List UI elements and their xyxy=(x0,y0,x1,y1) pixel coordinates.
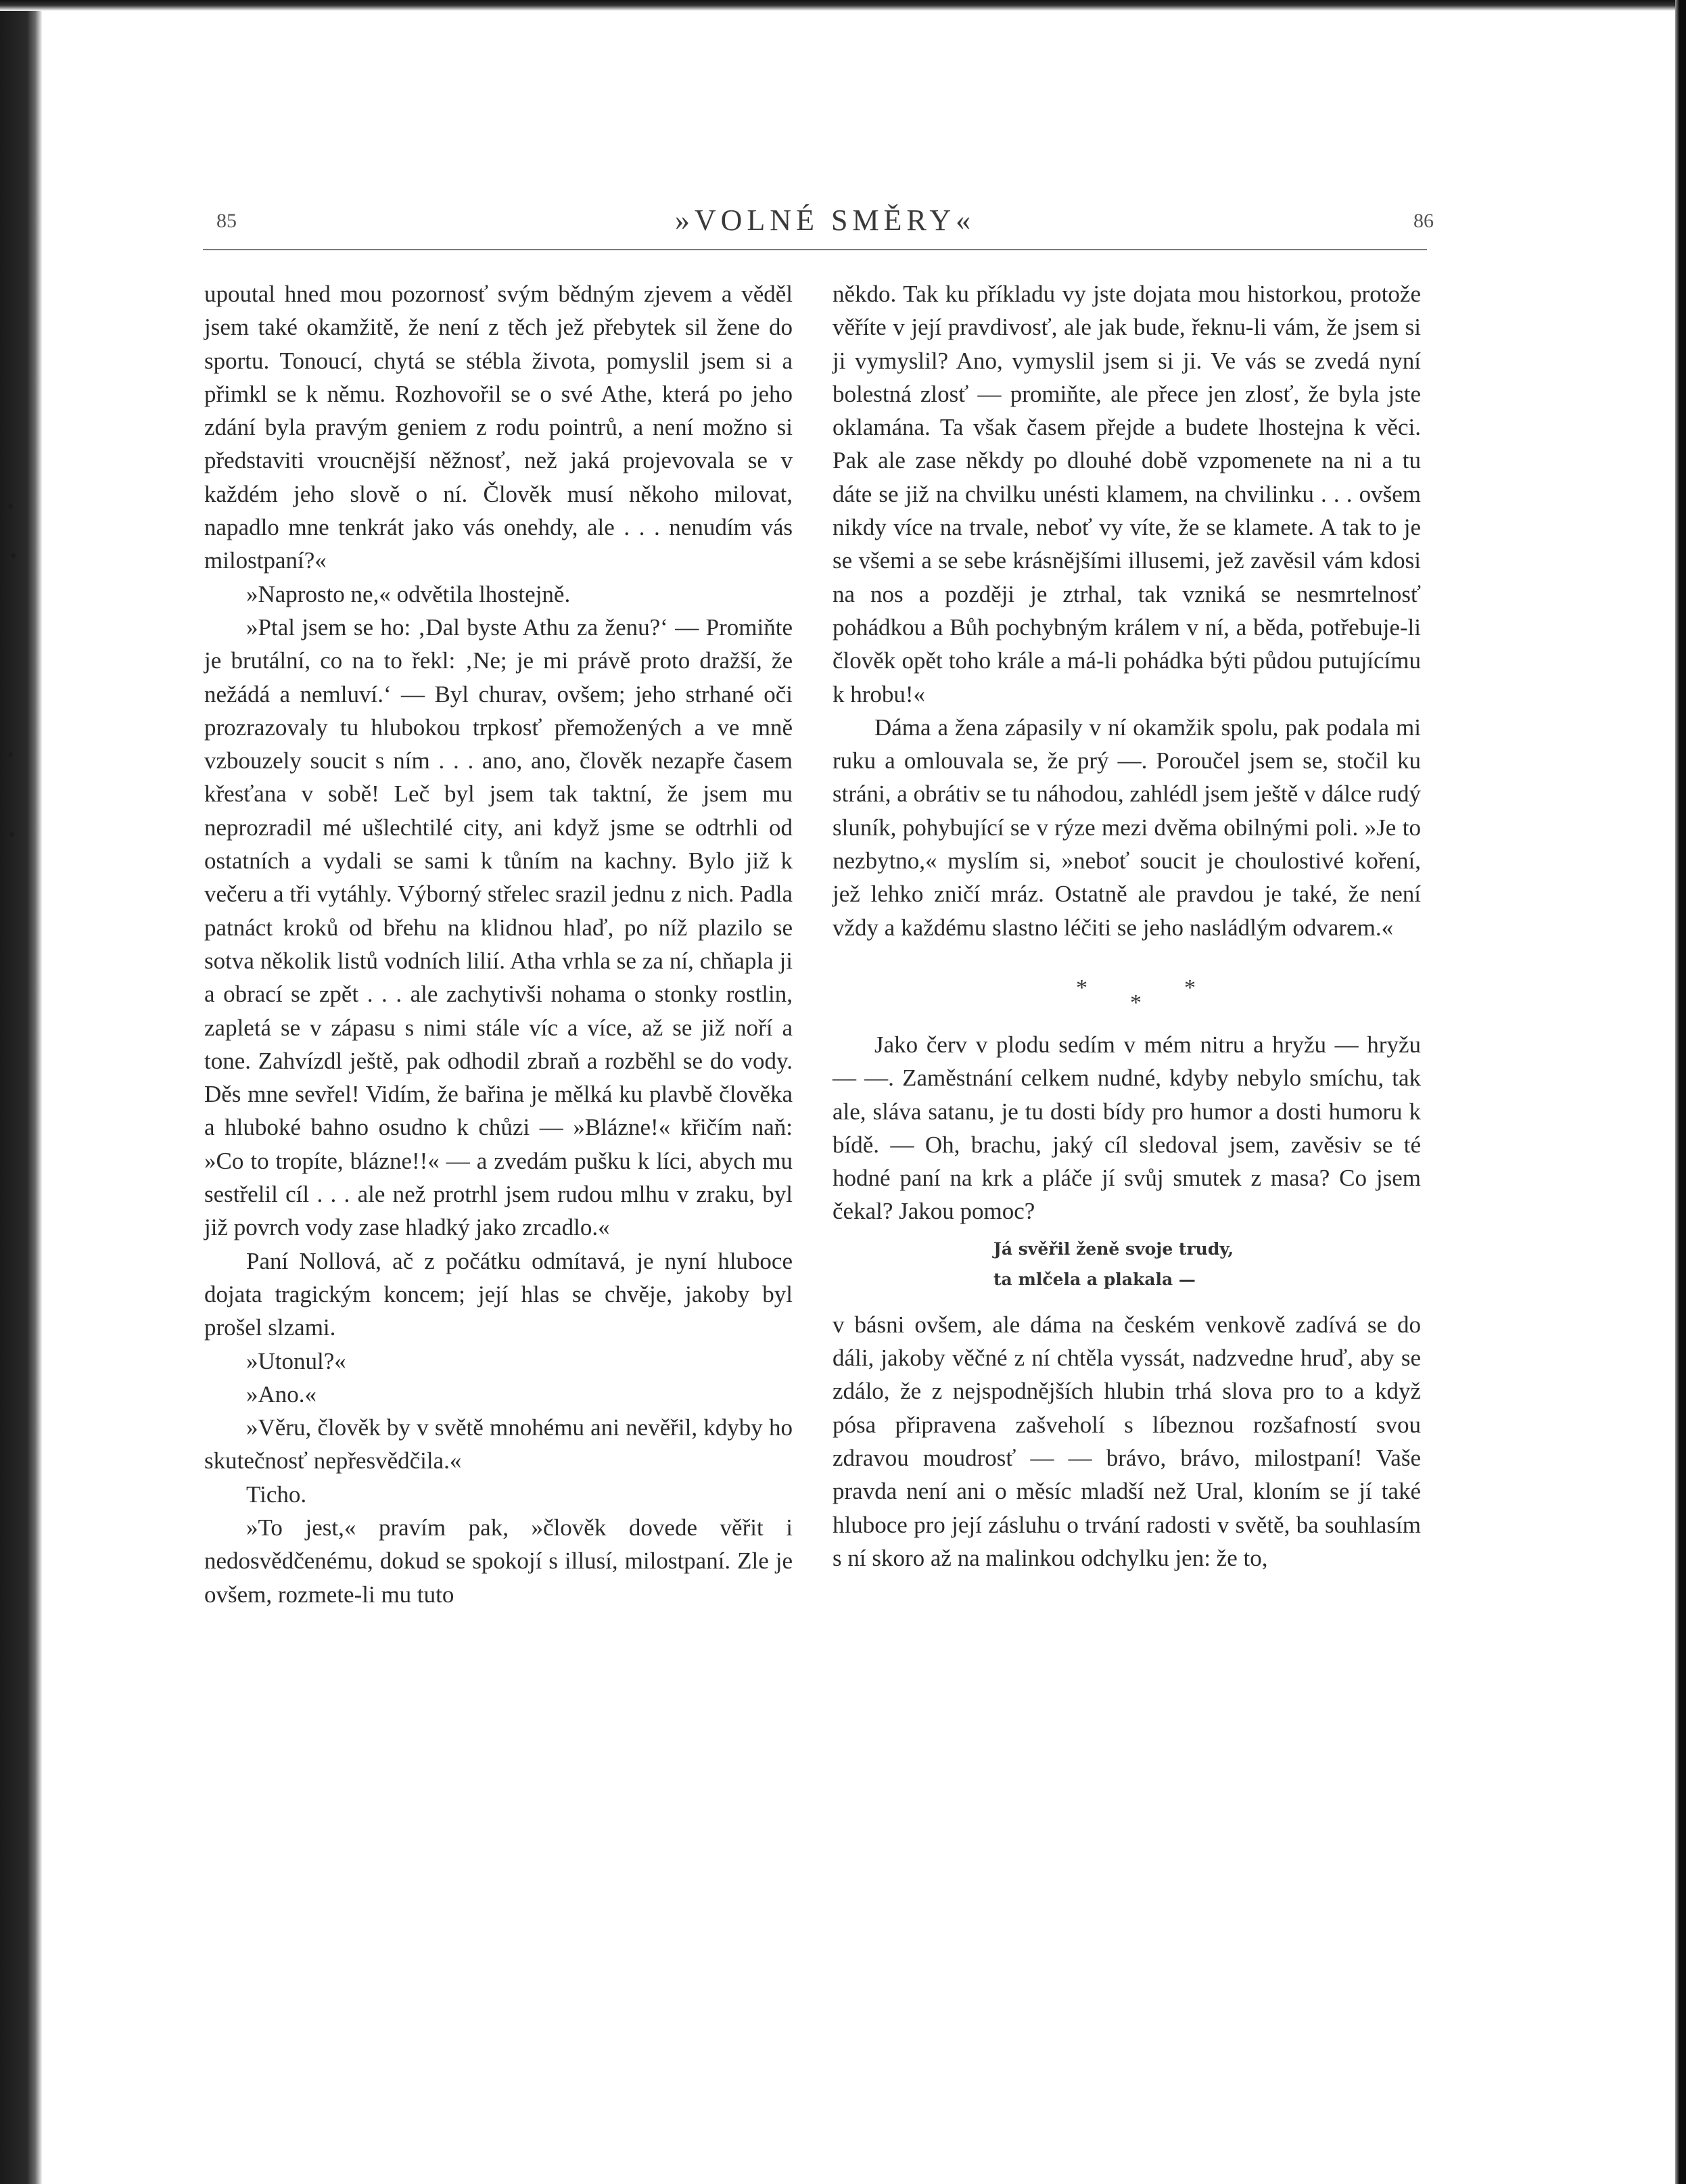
verse-quote xyxy=(833,1234,1421,1295)
left-column xyxy=(204,277,793,1611)
page-number-left: 85 xyxy=(216,210,237,232)
header-rule xyxy=(203,249,1427,250)
scan-speck xyxy=(8,752,13,757)
scan-speck xyxy=(11,553,16,558)
paragraph: někdo. Tak ku příkladu vy jste dojata mou historkou, protože věříte v její pravdivosť, ale jak bude, řeknu-li vám, že jsem si ji vymyslil? Ano, vymyslil jsem si ji. Ve vás se zvedá nyní bolestná zlosť — promiňte, ale přece jen zlosť, že byla jste oklamána. Ta však časem přejde a budete lhostejna k věci. Pak ale zase někdy po dlouhé době vzpomenete na ni a tu dáte se již na chvilku unésti klamem, na chvilinku . . . ovšem nikdy více na trvale, neboť vy víte, že se klamete. A tak to je se všemi a se sebe krásnějšími illusemi, jež zavěsil vám kdosi na nos a později je ztrhal, tak vzniká se nesmrtelnosť pohádkou a Bůh pochybným králem v ní, a běda, potřebuje-li člověk opět toho krále a má-li pohádka býti půdou putujícímu k hrobu!« xyxy=(833,281,1421,707)
section-star: * xyxy=(1130,990,1142,1015)
scan-border-left xyxy=(0,0,42,2184)
paragraph: Ticho. xyxy=(246,1481,307,1508)
paragraph: »Naprosto ne,« odvětila lhostejně. xyxy=(246,580,571,607)
scan-speck xyxy=(8,504,13,509)
page-number-right: 86 xyxy=(1413,210,1434,232)
paragraph: upoutal hned mou pozornosť svým bědným zjevem a věděl jsem také okamžitě, že není z těch jež přebytek sil žene do sportu. Tonoucí, chytá se stébla života, pomyslil jsem si a přimkl se k němu. Rozhovořil se o své Athe, která po jeho zdání byla pravým geniem z rodu pointrů, a není možno si představiti vroucnější něžnosť, než jaká projevovala se v každém jeho slově o ní. Člověk musí někoho milovat, napadlo mne tenkrát jako vás onehdy, ale . . . nenudím vás milostpaní?« xyxy=(204,281,793,574)
paragraph: v básni ovšem, ale dáma na českém venkově zadívá se do dáli, jakoby věčné z ní chtěla vyssát, nadzvedne hruď, aby se zdálo, že z nejspodnějších hlubin trhá slova pro to a když pósa připravena zašveholí s líbeznou rozšafností svou zdravou moudrosť — — brávo, brávo, milostpaní! Vaše pravda není ani o měsíc mladší než Ural, kloním se jí také hluboce pro její zásluhu o trvání radosti v světě, ba souhlasím s ní skoro až na malinkou odchylku jen: že to, xyxy=(833,1311,1421,1571)
paragraph: »Ptal jsem se ho: ‚Dal byste Athu za ženu?‘ — Promiňte je brutální, co na to řekl: ‚Ne; je mi právě proto dražší, že nežádá a nemluví.‘ — Byl churav, ovšem; jeho strhané oči prozrazovaly tu hlubokou trpkosť přemožených a ve mně vzbouzely soucit s ním . . . ano, ano, člověk nezapře časem křesťana v sobě! Leč byl jsem tak taktní, že jsem mu neprozradil mé ušlechtilé city, ani když jsme se odtrhli od ostatních a vydali se sami k tůním na kachny. Bylo již k večeru a tři vytáhly. Výborný střelec srazil jednu z nich. Padla patnáct kroků od břehu na klidnou hlaď, po níž plazilo se sotva několik listů vodních lilií. Atha vrhla se za ní, chňapla ji a obrací se zpět . . . ale zachytivši nohama o stonky rostlin, zapletá se v zápasu s nimi stále víc a více, až se již noří a tone. Zahvízdl ještě, pak odhodil zbraň a rozběhl se do vody. Děs mne sevřel! Vidím, že bařina je mělká ku plavbě člověka a hluboké bahno osudno k chůzi — »Blázne!« křičím naň: »Co to tropíte, blázne!!« — a zvedám pušku k líci, abych mu sestřelil cíl . . . ale než protrhl jsem rudou mlhu v zraku, byl již povrch vody zase hladký jako zrcadlo.« xyxy=(204,613,793,1241)
journal-title: »VOLNÉ SMĚRY« xyxy=(674,204,976,237)
running-head xyxy=(216,203,1434,243)
section-star: * xyxy=(1184,975,1196,1000)
paragraph: »Věru, člověk by v světě mnohému ani nevěřil, kdyby ho skutečnosť nepřesvědčila.« xyxy=(204,1414,793,1474)
verse-line: Já svěřil ženě svoje trudy, xyxy=(993,1238,1234,1259)
right-column xyxy=(833,277,1421,1575)
verse-line: ta mlčela a plakala — xyxy=(993,1269,1196,1289)
scan-speck xyxy=(9,832,14,837)
section-break xyxy=(833,944,1421,1028)
paragraph: Dáma a žena zápasily v ní okamžik spolu, pak podala mi ruku a omlouvala se, že prý —. Poroučel jsem se, stočil ku stráni, a obrátiv se tu náhodou, zahlédl jsem ještě v dálce rudý sluník, pohybující se v rýze mezi dvěma obilnými poli. »Je to nezbytno,« myslím si, »neboť soucit je choulostivé koření, jež lehko zničí mráz. Ostatně ale pravdou je také, že není vždy a každému slastno léčiti se jeho nasládlým odvarem.« xyxy=(833,714,1421,941)
paragraph: Jako červ v plodu sedím v mém nitru a hryžu — hryžu — —. Zaměstnání celkem nudné, kdyby nebylo smíchu, tak ale, sláva satanu, je tu dosti bídy pro humor a dosti humoru k bídě. — Oh, brachu, jaký cíl sledoval jsem, zavěsiv se té hodné paní na krk a pláče jí svůj smutek z masa? Co jsem čekal? Jakou pomoc? xyxy=(833,1031,1421,1225)
paragraph: Paní Nollová, ač z počátku odmítavá, je nyní hluboce dojata tragickým koncem; její hlas se chvěje, jakoby byl prošel slzami. xyxy=(204,1247,793,1341)
paragraph: »To jest,« pravím pak, »člověk dovede věřit i nedosvědčenému, dokud se spokojí s illusí, milostpaní. Zle je ovšem, rozmete-li mu tuto xyxy=(204,1514,793,1608)
scan-border-right xyxy=(1675,0,1686,2184)
section-star: * xyxy=(1076,975,1087,1000)
paragraph: »Utonul?« xyxy=(246,1347,346,1374)
paragraph: »Ano.« xyxy=(246,1380,317,1408)
scan-border-top xyxy=(0,0,1686,11)
